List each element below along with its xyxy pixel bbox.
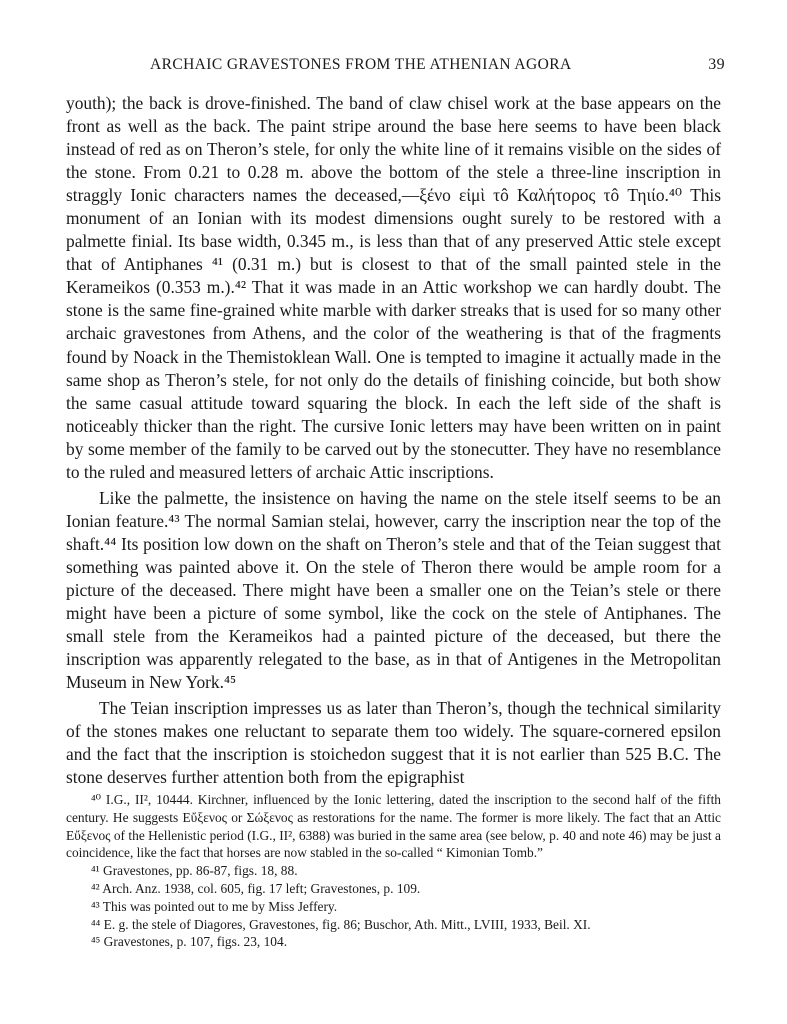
- footnote-41: ⁴¹ Gravestones, pp. 86-87, figs. 18, 88.: [91, 863, 298, 879]
- footnote-44: ⁴⁴ E. g. the stele of Diagores, Gravestones, fig. 86; Buschor, Ath. Mitt., LVIII, 1933, Beil. XI.: [91, 916, 591, 932]
- paragraph-1: youth); the back is drove-finished. The band of claw chisel work at the base appears on the front as well as the back. The paint stripe around the base here seems to have been black instead of red as on Theron’s stele, for only the white line of it remains visible on the sides of the stone. From 0.21 to 0.28 m. above the bottom of the stele a three-line inscription in straggly Ionic characters names the deceased,—ξένο εἰμὶ τô Καλήτορος τô Τηιίο.⁴⁰ This monument of an Ionian with its modest dimensions ought surely to be restored with a palmette finial. Its base width, 0.345 m., is less than that of any preserved Attic stele except that of Antiphanes ⁴¹ (0.31 m.) but is closest to that of the small painted stele in the Kerameikos (0.353 m.).⁴² That it was made in an Attic workshop we can hardly doubt. The stone is the same fine-grained white marble with darker streaks that is used for so many other archaic gravestones from Athens, and the color of the weathering is that of the fragments found by Noack in the Themistoklean Wall. One is tempted to imagine it actually made in the same shop as Theron’s stele, for not only do the details of finishing coincide, but both show the same casual attitude toward squaring the block. In each the left side of the shaft is noticeably thicker than the right. The cursive Ionic letters may have been written on in paint by some member of the family to be carved out by the stonecutter. They have no resemblance to the ruled and measured letters of archaic Attic inscriptions.: [66, 93, 721, 482]
- footnotes: [66, 791, 721, 951]
- footnote-45: ⁴⁵ Gravestones, p. 107, figs. 23, 104.: [91, 934, 288, 950]
- footnote-42: ⁴² Arch. Anz. 1938, col. 605, fig. 17 left; Gravestones, p. 109.: [91, 880, 421, 896]
- running-head: [66, 56, 725, 78]
- paragraph-2: Like the palmette, the insistence on having the name on the stele itself seems to be an Ionian feature.⁴³ The normal Samian stelai, however, carry the inscription near the top of the shaft.⁴⁴ Its position low down on the shaft on Theron’s stele and that of the Teian suggest that something was painted above it. On the stele of Theron there would be ample room for a picture of the deceased. There might have been a smaller one on the Teian’s stele or there might have been a picture of some symbol, like the cock on the stele of Antiphanes. The small stele from the Kerameikos had a painted picture of the deceased, but there the inscription was apparently relegated to the base, as in that of Antigenes in the Metropolitan Museum in New York.⁴⁵: [66, 487, 721, 693]
- paragraph-3: The Teian inscription impresses us as later than Theron’s, though the technical similarity of the stones makes one reluctant to separate them too widely. The square-cornered epsilon and the fact that the inscription is stoichedon suggest that it is not earlier than 525 B.C. The stone deserves further attention both from the epigraphist: [66, 698, 721, 788]
- body-text: [66, 92, 721, 789]
- running-title: ARCHAIC GRAVESTONES FROM THE ATHENIAN AGORA: [150, 56, 572, 73]
- footnote-43: ⁴³ This was pointed out to me by Miss Jeffery.: [91, 898, 338, 914]
- footnote-40: ⁴⁰ I.G., II², 10444. Kirchner, influenced by the Ionic lettering, dated the inscription to the second half of the fifth century. He suggests Εὔξενος or Σώξενος as restorations for the name. The former is more likely. The fact that an Attic Εὔξενος of the Hellenistic period (I.G., II², 6388) was buried in the same area (see below, p. 40 and note 46) may be just a coincidence, like the fact that horses are now stabled in the so-called “ Kimonian Tomb.”: [66, 792, 721, 861]
- page-number: 39: [708, 56, 725, 73]
